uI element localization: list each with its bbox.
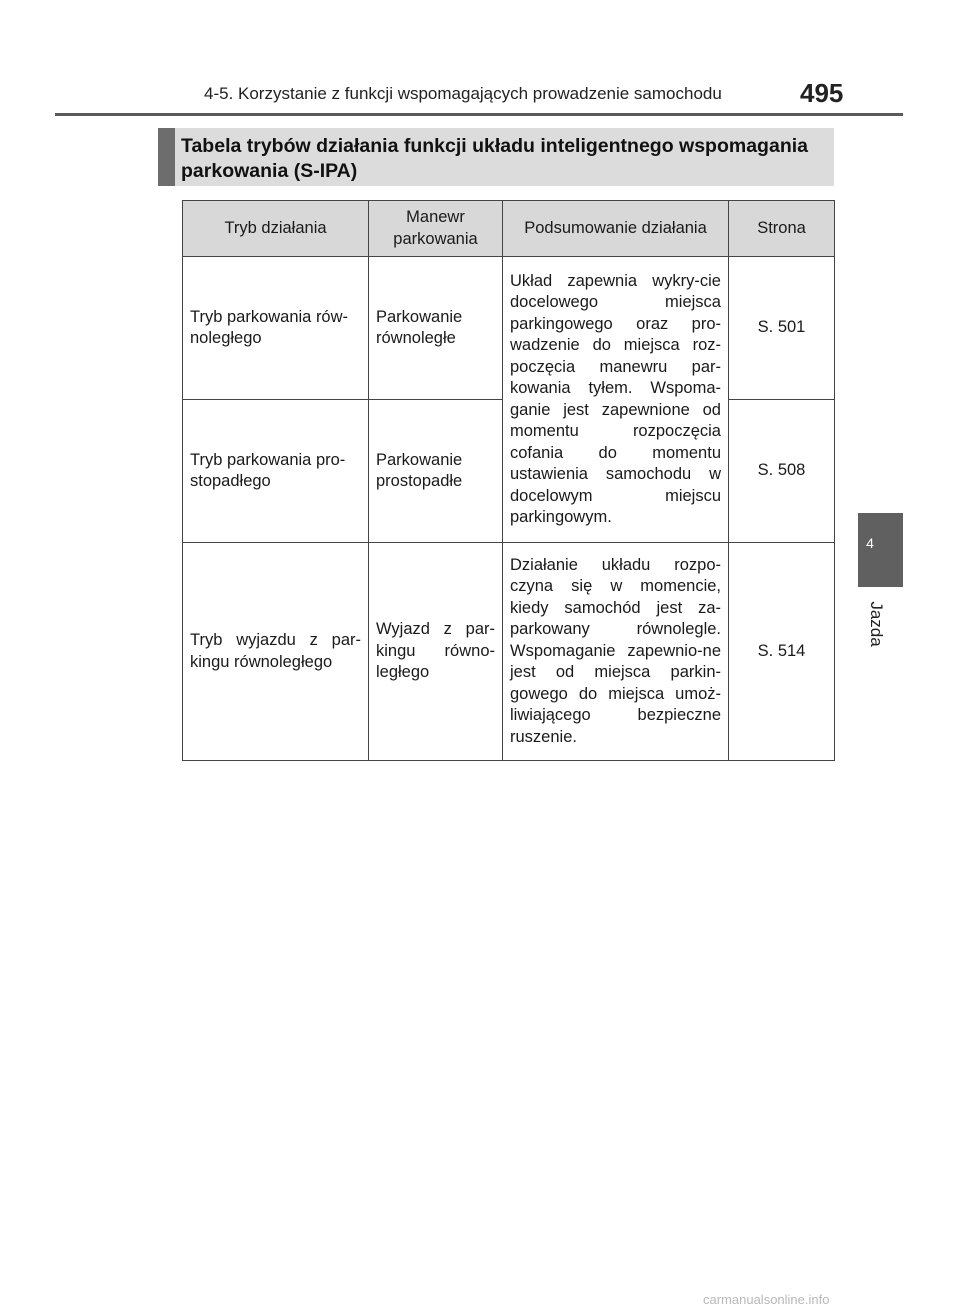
table-row xyxy=(183,257,835,400)
chapter-label-text: Jazda xyxy=(867,601,886,647)
row1-maneuver-line-1: Parkowanie xyxy=(376,307,463,326)
row1-page: S. 501 xyxy=(729,257,835,400)
row1-mode xyxy=(183,257,369,400)
row2-mode-line-2: stopadłego xyxy=(190,472,271,490)
row2-maneuver-line-2: prostopadłe xyxy=(376,472,463,490)
chapter-number: 4 xyxy=(866,535,874,551)
header-summary: Podsumowanie działania xyxy=(503,201,729,257)
row1-mode-line-2: noległego xyxy=(190,329,262,347)
running-header-title: 4-5. Korzystanie z funkcji wspomagających prowadzenie samochodu xyxy=(204,84,722,103)
watermark-text: carmanualsonline.info xyxy=(703,1292,830,1307)
table-header-row xyxy=(183,201,835,257)
chapter-tab xyxy=(858,513,903,587)
header-maneuver-line-2: parkowania xyxy=(393,229,478,248)
parking-modes-table xyxy=(182,200,835,761)
row2-mode-line-1: Tryb parkowania pro- xyxy=(190,450,346,469)
row1-summary: Układ zapewnia wykry-cie docelowego miejsca parkingowego oraz pro-wadzenie do miejsca roz-poczęcia manewru par-kowania tyłem. Wspoma-ganie jest zapewnione od momentu rozpoczęcia cofania do momentu ustawienia samochodu w docelowym miejscu parkingowym. xyxy=(503,257,729,543)
row2-maneuver xyxy=(369,400,503,543)
section-heading xyxy=(158,128,834,186)
section-heading-line-2: parkowania (S-IPA) xyxy=(181,160,358,182)
header-divider xyxy=(55,113,903,116)
row1-maneuver xyxy=(369,257,503,400)
header-mode: Tryb działania xyxy=(183,201,369,257)
header-maneuver-line-1: Manewr xyxy=(406,208,465,226)
row3-summary: Działanie układu rozpo-czyna się w momencie, kiedy samochód jest za-parkowany równolegle. Wspomaganie zapewnio-ne jest od miejsca parkin-gowego do miejsca umoż-liwiającego bezpieczne ruszenie. xyxy=(503,543,729,761)
row2-page: S. 508 xyxy=(729,400,835,543)
row3-mode: Tryb wyjazdu z par-kingu równoległego xyxy=(183,543,369,761)
page-number: 495 xyxy=(800,78,844,108)
row1-maneuver-line-2: równoległe xyxy=(376,329,456,347)
row2-maneuver-line-1: Parkowanie xyxy=(376,450,463,469)
row1-mode-line-1: Tryb parkowania rów- xyxy=(190,307,349,326)
row3-maneuver: Wyjazd z par-kingu równo-ległego xyxy=(369,543,503,761)
chapter-label xyxy=(866,594,888,654)
row2-mode xyxy=(183,400,369,543)
section-heading-line-1: Tabela trybów działania funkcji układu inteligentnego wspomagania xyxy=(181,135,808,157)
header-maneuver xyxy=(369,201,503,257)
row3-page: S. 514 xyxy=(729,543,835,761)
header-page: Strona xyxy=(729,201,835,257)
table-row xyxy=(183,543,835,761)
